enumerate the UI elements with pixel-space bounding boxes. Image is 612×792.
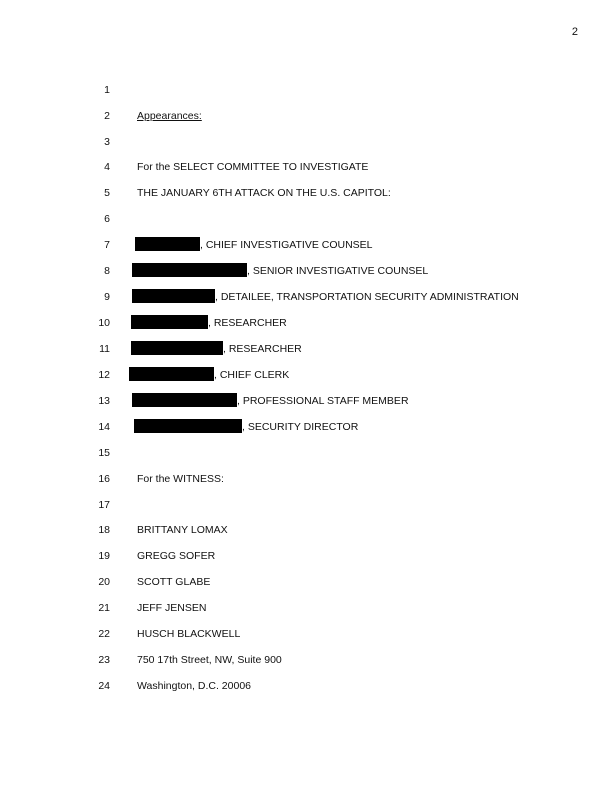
redacted-entry bbox=[132, 289, 519, 305]
line-text: , CHIEF INVESTIGATIVE COUNSEL bbox=[200, 239, 373, 251]
line-number: 11 bbox=[99, 343, 110, 355]
redacted-entry bbox=[132, 393, 409, 409]
line-text: For the WITNESS: bbox=[137, 473, 224, 485]
line-number: 3 bbox=[104, 136, 110, 148]
redaction-block bbox=[131, 315, 208, 329]
line-number: 4 bbox=[104, 161, 110, 173]
line-number: 15 bbox=[98, 447, 110, 459]
line-number: 14 bbox=[98, 421, 110, 433]
line-text: , CHIEF CLERK bbox=[214, 369, 290, 381]
line-text: , PROFESSIONAL STAFF MEMBER bbox=[237, 395, 409, 407]
redacted-entry bbox=[129, 367, 289, 383]
line-number: 10 bbox=[98, 317, 110, 329]
transcript-line bbox=[0, 393, 612, 409]
line-text: JEFF JENSEN bbox=[137, 602, 207, 614]
line-number: 22 bbox=[98, 628, 110, 640]
redacted-entry bbox=[131, 315, 287, 331]
line-number: 8 bbox=[104, 265, 110, 277]
redacted-entry bbox=[135, 237, 373, 253]
line-text: For the SELECT COMMITTEE TO INVESTIGATE bbox=[137, 161, 369, 173]
line-number: 20 bbox=[98, 576, 110, 588]
transcript-line bbox=[0, 522, 612, 538]
line-number: 19 bbox=[98, 550, 110, 562]
line-number: 9 bbox=[104, 291, 110, 303]
redaction-block bbox=[131, 341, 223, 355]
transcript-line bbox=[0, 548, 612, 564]
redaction-block bbox=[134, 419, 242, 433]
redaction-block bbox=[129, 367, 214, 381]
transcript-line bbox=[0, 134, 612, 150]
transcript-line bbox=[0, 185, 612, 201]
transcript-line bbox=[0, 497, 612, 513]
transcript-line bbox=[0, 315, 612, 331]
line-text: THE JANUARY 6TH ATTACK ON THE U.S. CAPITOL: bbox=[137, 187, 391, 199]
transcript-line bbox=[0, 367, 612, 383]
line-text: , DETAILEE, TRANSPORTATION SECURITY ADMINISTRATION bbox=[215, 291, 519, 303]
transcript-line bbox=[0, 445, 612, 461]
line-number: 17 bbox=[98, 499, 110, 511]
transcript-line bbox=[0, 263, 612, 279]
line-number: 18 bbox=[98, 524, 110, 536]
redaction-block bbox=[132, 289, 215, 303]
line-text: HUSCH BLACKWELL bbox=[137, 628, 241, 640]
line-number: 7 bbox=[104, 239, 110, 251]
line-text: , RESEARCHER bbox=[223, 343, 302, 355]
redacted-entry bbox=[131, 341, 302, 357]
transcript-line bbox=[0, 289, 612, 305]
line-number: 5 bbox=[104, 187, 110, 199]
transcript-line bbox=[0, 211, 612, 227]
redacted-entry bbox=[134, 419, 358, 435]
redacted-entry bbox=[132, 263, 428, 279]
line-text: SCOTT GLABE bbox=[137, 576, 211, 588]
transcript-line bbox=[0, 237, 612, 253]
redaction-block bbox=[132, 263, 247, 277]
line-text: , SENIOR INVESTIGATIVE COUNSEL bbox=[247, 265, 429, 277]
line-text: GREGG SOFER bbox=[137, 550, 216, 562]
redaction-block bbox=[135, 237, 200, 251]
line-number: 6 bbox=[104, 213, 110, 225]
transcript-line bbox=[0, 600, 612, 616]
transcript-line bbox=[0, 341, 612, 357]
line-number: 21 bbox=[98, 602, 110, 614]
line-text: 750 17th Street, NW, Suite 900 bbox=[137, 654, 282, 666]
line-text: Washington, D.C. 20006 bbox=[137, 680, 252, 692]
transcript-line bbox=[0, 652, 612, 668]
transcript-line bbox=[0, 419, 612, 435]
redaction-block bbox=[132, 393, 237, 407]
line-number: 23 bbox=[98, 654, 110, 666]
transcript-line bbox=[0, 574, 612, 590]
line-text: , RESEARCHER bbox=[208, 317, 287, 329]
page-number: 2 bbox=[571, 26, 578, 38]
transcript-line bbox=[0, 471, 612, 487]
line-text: , SECURITY DIRECTOR bbox=[242, 421, 359, 433]
transcript-line bbox=[0, 159, 612, 175]
appearances-heading: Appearances: bbox=[137, 110, 202, 122]
transcript-line bbox=[0, 678, 612, 694]
line-text: BRITTANY LOMAX bbox=[137, 524, 228, 536]
line-number: 24 bbox=[98, 680, 110, 692]
line-number: 2 bbox=[104, 110, 110, 122]
line-number: 1 bbox=[104, 84, 110, 96]
line-number: 16 bbox=[98, 473, 110, 485]
transcript-line bbox=[0, 108, 612, 124]
transcript-line bbox=[0, 82, 612, 98]
transcript-line bbox=[0, 626, 612, 642]
line-number: 12 bbox=[98, 369, 110, 381]
line-number: 13 bbox=[98, 395, 110, 407]
